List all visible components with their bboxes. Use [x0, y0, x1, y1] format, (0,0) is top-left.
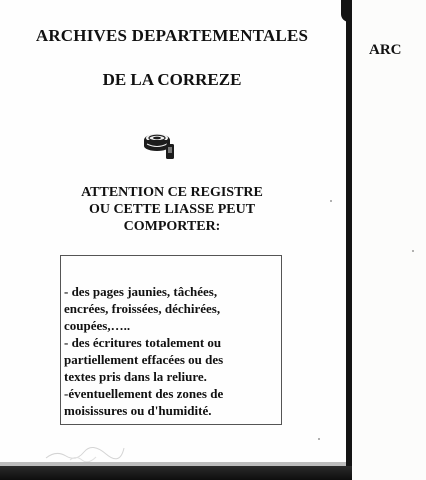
notice-line-2: encrées, froissées, déchirées, — [64, 301, 221, 316]
notice-line-7: -éventuellement des zones de — [64, 386, 224, 401]
scan-speck — [318, 438, 320, 440]
warning-line-2: OU CETTE LIASSE PEUT — [88, 202, 256, 217]
scan-speck — [412, 250, 414, 252]
archive-subtitle: DE LA CORREZE — [102, 70, 242, 89]
page-divider — [346, 0, 352, 480]
notice-line-8: moisissures ou d'humidité. — [64, 403, 212, 418]
page-divider-cap — [341, 0, 351, 22]
right-page — [352, 0, 426, 480]
page-bottom-edge — [0, 466, 352, 480]
notice-line-5: partiellement effacées ou des — [64, 352, 224, 367]
warning-line-3: COMPORTER: — [123, 219, 221, 234]
archive-title: ARCHIVES DEPARTEMENTALES — [35, 26, 309, 45]
scan-speck — [330, 200, 332, 202]
notice-line-1: - des pages jaunies, tâchées, — [64, 284, 218, 299]
scan-stain — [40, 440, 150, 464]
right-page-title-fragment: ARC — [369, 42, 402, 58]
notice-line-6: textes pris dans la reliure. — [64, 369, 207, 384]
microfilm-reel-icon — [140, 128, 180, 164]
notice-line-3: coupées,….. — [64, 318, 131, 333]
notice-line-4: - des écritures totalement ou — [64, 335, 222, 350]
warning-line-1: ATTENTION CE REGISTRE — [81, 185, 263, 200]
